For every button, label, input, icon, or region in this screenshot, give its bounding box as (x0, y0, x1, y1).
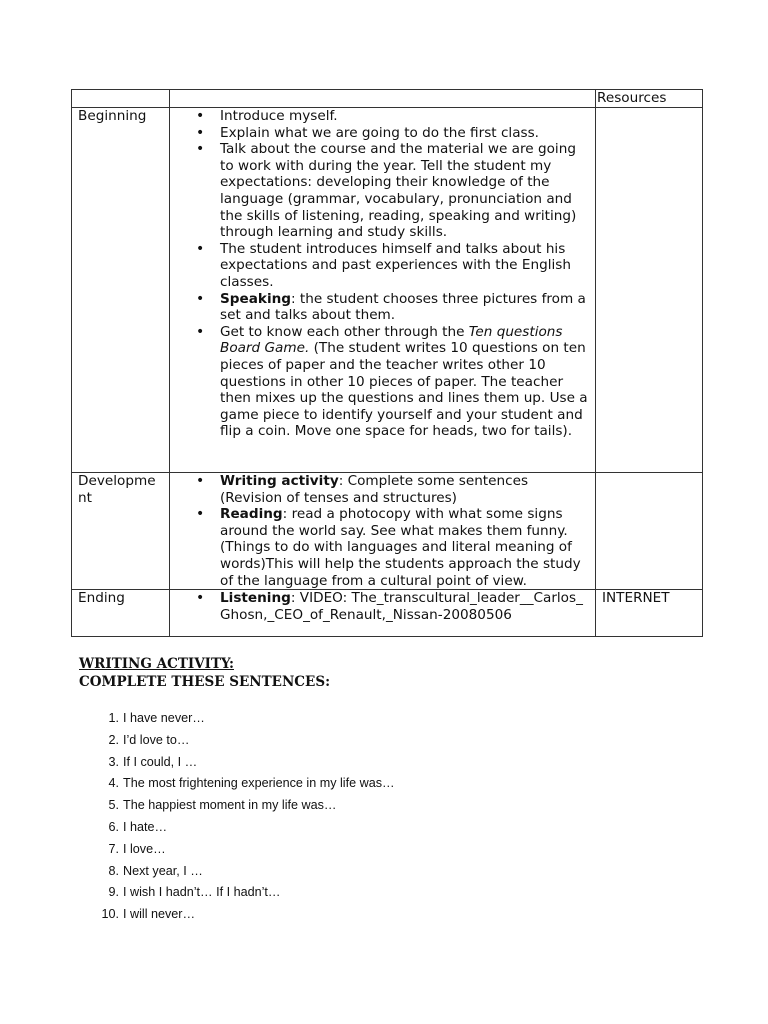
item-number: 4. (108, 776, 119, 791)
list-item (220, 590, 589, 623)
item-number: 1. (108, 711, 119, 725)
resources-cell (596, 473, 703, 590)
list-item (220, 141, 589, 241)
item-text: I have never… (123, 711, 205, 725)
list-item (220, 108, 589, 125)
table-row-development (72, 473, 703, 590)
header-activities-cell (170, 90, 596, 108)
list-item (95, 795, 395, 817)
item-text-continued: (The student writes 10 questions on ten pieces of paper and the teacher writes other 10 questions in other 10 pieces of paper. The teacher then mixes up the questions and lines them up. Use a game piece to identify yourself and your student and flip a coin. Move one space for heads, two for tails). (220, 340, 588, 440)
item-number: 5. (108, 798, 119, 813)
writing-activity-subtitle: COMPLETE THESE SENTENCES: (79, 674, 331, 690)
item-number: 9. (108, 885, 119, 900)
list-item (220, 125, 589, 142)
item-number: 7. (108, 841, 119, 856)
list-item (220, 506, 589, 589)
item-text: Get to know each other through the (220, 323, 469, 340)
activity-list (176, 473, 589, 589)
item-number: 2. (108, 732, 119, 747)
activities-cell (170, 108, 596, 473)
item-text: : read a photocopy with what some signs around the world say. See what makes them funny. (Things to do with languages and literal meaning of words)This will help the students approach the study of the language from a cultural point of view. (220, 506, 581, 589)
table-row-ending (72, 590, 703, 637)
writing-activity-heading (79, 655, 330, 691)
list-item (220, 291, 589, 324)
table-header-row (72, 90, 703, 108)
item-text: If I could, I … (123, 754, 198, 769)
item-text: I will never… (123, 907, 196, 922)
resources-cell: INTERNET (596, 590, 703, 637)
item-text: Next year, I … (123, 863, 203, 878)
writing-activity-title: WRITING ACTIVITY: (79, 656, 234, 672)
lesson-plan-table (71, 89, 703, 637)
list-item (95, 773, 395, 795)
item-text: : Complete some sentences (Revision of tenses and structures) (220, 473, 529, 506)
item-text: The most frightening experience in my life was… (123, 776, 395, 791)
list-item (220, 473, 589, 506)
item-text: I hate… (123, 819, 168, 834)
stage-label: Ending (78, 590, 125, 607)
item-number: 6. (108, 819, 119, 834)
list-item (95, 730, 395, 752)
list-item (95, 839, 395, 861)
list-item (95, 708, 395, 730)
activity-list (176, 108, 589, 440)
item-text: The student introduces himself and talks about his expectations and past experiences with the English classes. (220, 240, 571, 290)
list-item (95, 904, 395, 926)
item-number: 3. (108, 754, 119, 769)
item-text: The happiest moment in my life was… (123, 798, 337, 813)
item-keyword: Reading (220, 506, 283, 523)
list-item (220, 241, 589, 291)
list-item (95, 882, 395, 904)
list-item (220, 324, 589, 440)
stage-cell (72, 108, 170, 473)
item-text: I’d love to… (123, 732, 190, 747)
item-text: : VIDEO: The_transcultural_leader__Carlos_Ghosn,_CEO_of_Renault,_Nissan-20080506 (220, 590, 583, 623)
header-resources-cell: Resources (596, 90, 703, 108)
activities-cell (170, 473, 596, 590)
item-number: 10. (101, 907, 119, 922)
item-text: I wish I hadn’t… If I hadn’t… (123, 885, 281, 900)
stage-label: Development (78, 473, 156, 506)
sentence-list (95, 708, 395, 926)
item-keyword: Listening (220, 590, 291, 607)
item-text: I love… (123, 841, 166, 856)
item-text: Introduce myself. (220, 108, 338, 124)
activities-cell (170, 590, 596, 637)
item-keyword: Speaking (220, 290, 292, 307)
header-stage-cell (72, 90, 170, 108)
item-text: Explain what we are going to do the first class. (220, 124, 540, 141)
item-keyword: Writing activity (220, 473, 339, 489)
item-text: Talk about the course and the material we are going to work with during the year. Tell the student my expectations: developing their knowledge of the language (grammar, vocabulary, pronunciation and the skills of listening, reading, speaking and writing) through learning and study skills. (220, 141, 577, 241)
item-number: 8. (108, 863, 119, 878)
list-item (95, 752, 395, 774)
resources-cell (596, 108, 703, 473)
activity-list (176, 590, 589, 623)
stage-cell (72, 473, 170, 590)
table-row-beginning (72, 108, 703, 473)
stage-label: Beginning (78, 108, 147, 124)
list-item (95, 861, 395, 883)
stage-cell (72, 590, 170, 637)
item-text: : the student chooses three pictures from a set and talks about them. (220, 290, 586, 324)
list-item (95, 817, 395, 839)
item-italic-title: Ten questions Board Game. (220, 323, 563, 357)
